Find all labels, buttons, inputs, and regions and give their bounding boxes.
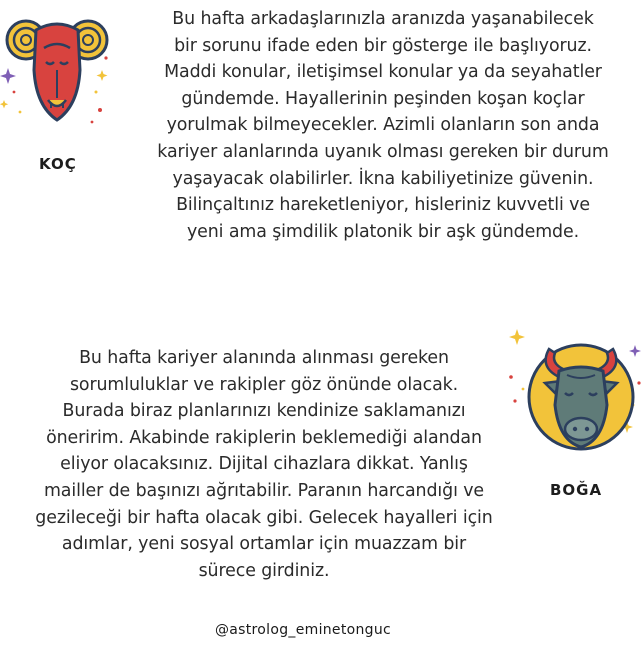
- sign-name-boga: BOĞA: [550, 481, 603, 499]
- text-line: Maddi konular, iletişimsel konular ya da seyahatler: [164, 62, 602, 83]
- text-line: mailler de başınızı ağrıtabilir. Paranın harcandığı ve: [43, 480, 485, 501]
- instagram-credit: @astrolog_eminetonguc: [215, 622, 392, 638]
- text-line: bir sorunu ifade eden bir gösterge ile başlıyoruz.: [174, 35, 592, 56]
- sign-name-koc: KOÇ: [39, 155, 77, 173]
- koc-horoscope-text: [124, 6, 642, 245]
- text-line: adımlar, yeni sosyal ortamlar için muazzam bir: [61, 534, 467, 555]
- text-line: Bu hafta kariyer alanında alınması gereken: [79, 348, 449, 368]
- text-line: eliyor olacaksınız. Dijital cihazlara dikkat. Yanlış: [60, 454, 468, 475]
- boga-horoscope-text: [0, 345, 528, 584]
- text-line: gezileceği bir hafta olacak gibi. Gelecek hayalleri için: [35, 507, 493, 528]
- text-line: Burada biraz planlarınızı kendinize saklamanızı: [62, 401, 466, 422]
- text-line: yaşayacak olabilirler. İkna kabiliyetinize güvenin.: [172, 168, 594, 189]
- text-line: öneririm. Akabinde rakiplerin beklemediği alandan: [46, 427, 482, 448]
- ram-icon: [0, 0, 120, 140]
- text-line: yorulmak bilmeyecekler. Azimli olanların son anda: [166, 115, 600, 136]
- bull-icon: [505, 325, 644, 465]
- text-line: kariyer alanlarında uyanık olması gereken bir durum: [157, 141, 609, 162]
- text-line: gündemde. Hayallerinin peşinden koşan koçlar: [181, 88, 585, 109]
- text-line: sorumluluklar ve rakipler göz önünde olacak.: [69, 374, 459, 395]
- text-line: Bu hafta arkadaşlarınızla aranızda yaşanabilecek: [172, 9, 594, 29]
- text-line: sürece girdiniz.: [198, 560, 330, 581]
- text-line: yeni ama şimdilik platonik bir aşk gündemde.: [186, 221, 580, 242]
- text-line: Bilinçaltınız hareketleniyor, hisleriniz kuvvetli ve: [176, 195, 590, 216]
